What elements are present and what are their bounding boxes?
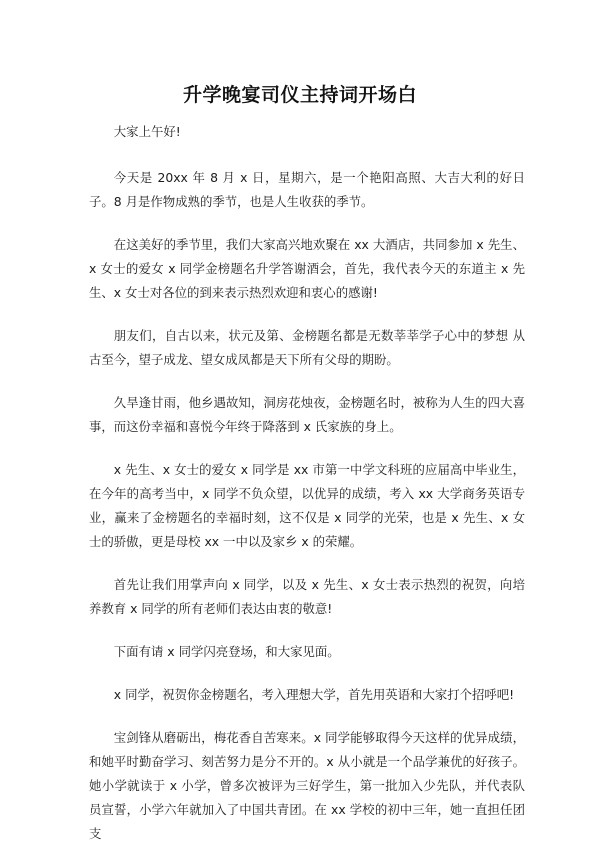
document-title: 升学晚宴司仪主持词开场白: [182, 84, 417, 106]
paragraph-welcome: 在这美好的季节里，我们大家高兴地欢聚在 xx 大酒店，共同参加 x 先生、x 女士的爱女 x 同学金榜题名升学答谢酒会，首先，我代表今天的东道主 x 先生、x 女士对各位的到来表示热烈欢迎和衷心的感谢!: [89, 237, 525, 300]
document-body: [89, 120, 525, 865]
paragraph-student-intro: x 先生、x 女士的爱女 x 同学是 xx 市第一中学文科班的应届高中毕业生，在今年的高考当中，x 同学不负众望，以优异的成绩，考入 xx 大学商务英语专业，赢来了金榜题名的幸福时刻，这不仅是 x 同学的光荣，也是 x 先生、x 女士的骄傲，更是母校 xx 一中以及家乡 x 的荣耀。: [89, 462, 525, 549]
paragraph-achievement: 宝剑锋从磨砺出，梅花香自苦寒来。x 同学能够取得今天这样的优异成绩，和她平时勤奋学习、刻苦努力是分不开的。x 从小就是一个品学兼优的好孩子。她小学就读于 x 小学，曾多次被评为三好学生，第一批加入少先队，并代表队员宣誓，小学六年就加入了中国共青团。在 xx 学校的初中三年，她一直担任团支: [89, 730, 525, 841]
paragraph-four-joys: 久旱逢甘雨，他乡遇故知，洞房花烛夜，金榜题名时，被称为人生的四大喜事，而这份幸福和喜悦今年终于降落到 x 氏家族的身上。: [89, 395, 525, 434]
paragraph-date: 今天是 20xx 年 8 月 x 日，星期六，是一个艳阳高照、大吉大利的好日子。8 月是作物成熟的季节，也是人生收获的季节。: [89, 170, 525, 209]
paragraph-dream: 朋友们，自古以来，状元及第、金榜题名都是无数莘莘学子心中的梦想 从古至今，望子成龙、望女成凤都是天下所有父母的期盼。: [89, 328, 525, 367]
paragraph-invite: 下面有请 x 同学闪亮登场，和大家见面。: [113, 644, 340, 659]
paragraph-greeting: 大家上午好!: [113, 124, 181, 139]
paragraph-greet-english: x 同学，祝贺你金榜题名，考入理想大学，首先用英语和大家打个招呼吧!: [113, 687, 515, 702]
paragraph-applause: 首先让我们用掌声向 x 同学，以及 x 先生、x 女士表示热烈的祝贺，向培养教育 x 同学的所有老师们表达由衷的敬意!: [89, 577, 525, 616]
